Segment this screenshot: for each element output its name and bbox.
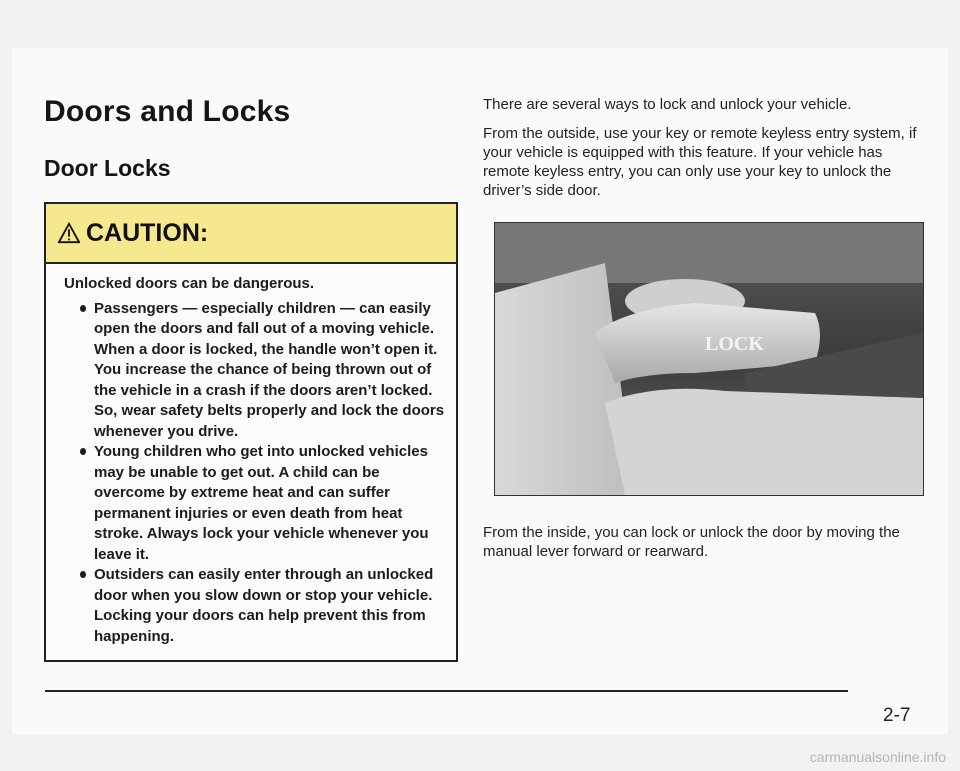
caution-bullet: Outsiders can easily enter through an unlocked door when you slow down or stop your vehicle. Locking your doors can help prevent this from happening.: [82, 565, 446, 647]
caution-bullet-list: [64, 299, 446, 648]
section-subtitle: Door Locks: [44, 155, 171, 181]
footer-rule: [45, 690, 848, 692]
caution-header: [46, 204, 456, 264]
caution-bullet: Passengers — especially children — can easily open the doors and fall out of a moving vehicle. When a door is locked, the handle won’t open it. You increase the chance of being thrown out of the vehicle in a crash if the doors aren’t locked. So, wear safety belts properly and lock the doors whenever you drive.: [82, 299, 446, 443]
caution-heading: CAUTION:: [86, 218, 209, 247]
caution-body: [46, 264, 456, 647]
watermark: carmanualsonline.info: [809, 749, 946, 765]
door-lock-photo: [494, 222, 924, 496]
caution-box: [44, 202, 458, 662]
right-column: [483, 95, 923, 210]
lock-label-on-lever: LOCK: [705, 333, 764, 355]
door-lock-illustration: [495, 223, 923, 495]
caution-title: [58, 219, 208, 248]
section-title: Doors and Locks: [44, 95, 291, 128]
caution-bullet: Young children who get into unlocked vehicles may be unable to get out. A child can be overcome by extreme heat and can suffer permanent injuries or even death from heat stroke. Always lock your vehicle whenever you leave it.: [82, 442, 446, 565]
intro-paragraph: There are several ways to lock and unlock your vehicle.: [483, 96, 852, 113]
page-number: 2-7: [883, 705, 911, 726]
caution-intro: Unlocked doors can be dangerous.: [64, 275, 315, 292]
outside-paragraph: From the outside, use your key or remote keyless entry system, if your vehicle is equipped with this feature. If your vehicle has remote keyless entry, you can only use your key to unlock the driver’s side door.: [483, 125, 917, 199]
inside-lock-caption: From the inside, you can lock or unlock the door by moving the manual lever forward or rearward.: [483, 524, 900, 560]
warning-triangle-icon: [58, 222, 80, 244]
